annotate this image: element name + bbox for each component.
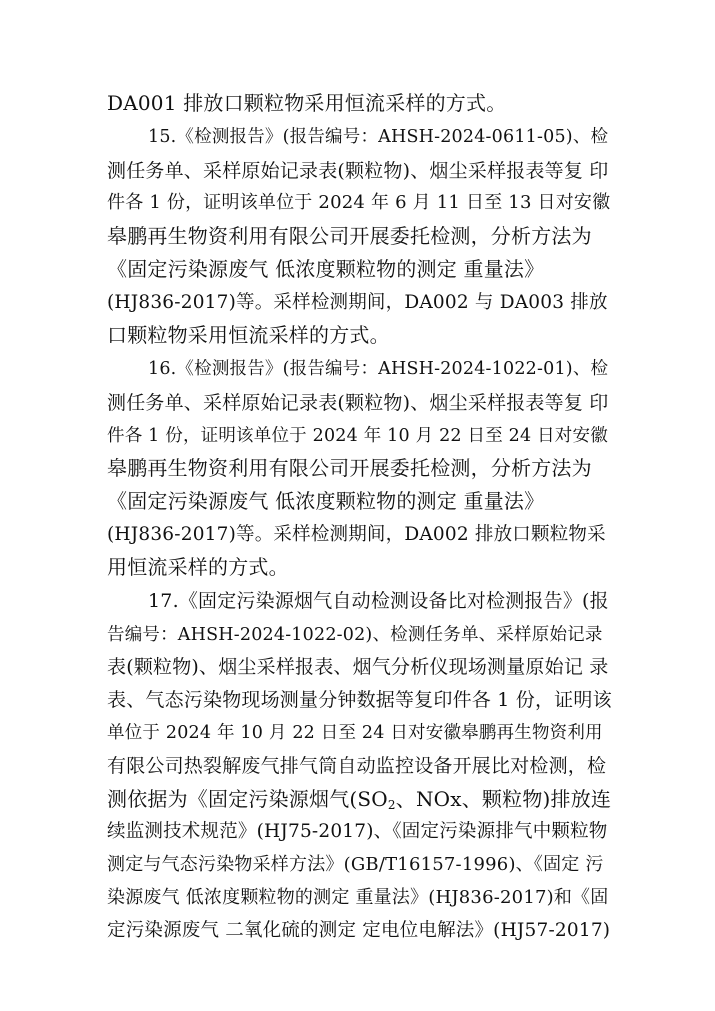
paragraph-15-start: 15.《检测报告》(报告编号：AHSH-2024-0611-05)、检 xyxy=(148,127,609,147)
text-line: 定污染源废气 二氧化硫的测定 定电位电解法》(HJ57-2017) xyxy=(107,920,611,941)
text-line: 用恒流采样的方式。 xyxy=(107,555,289,579)
text-line: 件各 1 份，证明该单位于 2024 年 10 月 22 日至 24 日对安徽 xyxy=(107,426,608,446)
text-segment: 测依据为《固定污染源烟气(SO xyxy=(107,787,388,811)
text-line: 皋鹏再生物资利用有限公司开展委托检测，分析方法为 xyxy=(107,224,592,248)
paragraph-17-start: 17.《固定污染源烟气自动检测设备比对检测报告》(报 xyxy=(148,590,609,612)
paragraph-16-start: 16.《检测报告》(报告编号：AHSH-2024-1022-01)、检 xyxy=(148,359,609,379)
text-line: 《固定污染源废气 低浓度颗粒物的测定 重量法》 xyxy=(107,257,545,281)
text-line: 件各 1 份，证明该单位于 2024 年 6 月 11 日至 13 日对安徽 xyxy=(107,192,611,213)
text-line: 皋鹏再生物资利用有限公司开展委托检测，分析方法为 xyxy=(107,456,592,480)
text-line: 表(颗粒物)、烟尘采样报表、烟气分析仪现场测量原始记 录 xyxy=(107,656,609,678)
text-line: DA001 排放口颗粒物采用恒流采样的方式。 xyxy=(107,91,507,115)
text-line-with-subscript xyxy=(107,782,611,816)
text-line: 有限公司热裂解废气排气筒自动监控设备开展比对检测，检 xyxy=(107,755,607,777)
subscript-two: 2 xyxy=(387,798,396,812)
text-segment: 、NOx、颗粒物)排放连 xyxy=(395,787,612,811)
text-line: 测任务单、采样原始记录表(颗粒物)、烟尘采样报表等复 印 xyxy=(107,160,609,182)
text-line: 测定与气态污染物采样方法》(GB/T16157-1996)、《固定 污 xyxy=(107,854,604,875)
text-line: 测任务单、采样原始记录表(颗粒物)、烟尘采样报表等复 印 xyxy=(107,392,609,414)
text-line: 《固定污染源废气 低浓度颗粒物的测定 重量法》 xyxy=(107,489,545,513)
text-line: (HJ836-2017)等。采样检测期间，DA002 与 DA003 排放 xyxy=(107,292,608,313)
text-line: 表、气态污染物现场测量分钟数据等复印件各 1 份，证明该 xyxy=(107,689,612,711)
text-line: 口颗粒物采用恒流采样的方式。 xyxy=(107,323,390,347)
text-line: 染源废气 低浓度颗粒物的测定 重量法》(HJ836-2017)和《固 xyxy=(107,887,609,908)
text-line: 单位于 2024 年 10 月 22 日至 24 日对安徽皋鹏再生物资利用 xyxy=(107,723,603,743)
text-line: 续监测技术规范》(HJ75-2017)、《固定污染源排气中颗粒物 xyxy=(107,821,608,842)
text-line: (HJ836-2017)等。采样检测期间，DA002 排放口颗粒物采 xyxy=(107,524,606,545)
text-line: 告编号：AHSH-2024-1022-02)、检测任务单、采样原始记录 xyxy=(107,625,603,645)
